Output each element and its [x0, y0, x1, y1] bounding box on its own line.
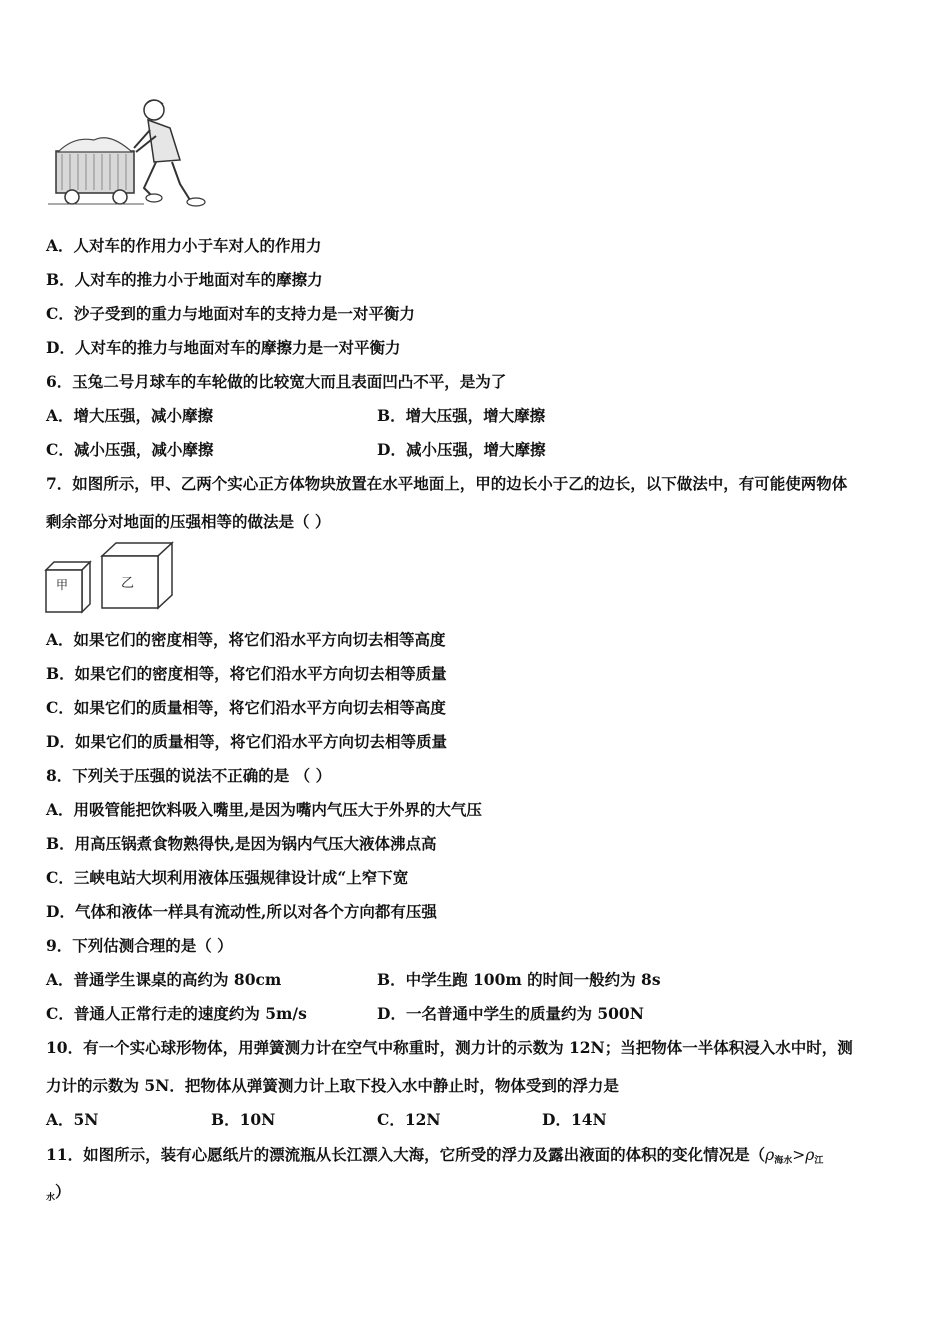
q9-stem: 9．下列估测合理的是（ ） [46, 936, 233, 955]
q7-stem-line2: 剩余部分对地面的压强相等的做法是（ ） [46, 512, 331, 531]
sub-seawater: 海水 [774, 1156, 793, 1166]
q9-option-d: D．一名普通中学生的质量约为 500N [377, 1004, 644, 1023]
q5-option-d: D．人对车的推力与地面对车的摩擦力是一对平衡力 [46, 338, 401, 357]
q6-stem: 6．玉兔二号月球车的车轮做的比较宽大而且表面凹凸不平，是为了 [46, 372, 507, 391]
rho-symbol: ρ [765, 1146, 775, 1164]
q7-option-c: C．如果它们的质量相等，将它们沿水平方向切去相等高度 [46, 698, 446, 717]
q11-stem-cont [46, 1182, 71, 1208]
boy-pushing-cart-figure [44, 96, 214, 212]
q7-stem-line1: 7．如图所示，甲、乙两个实心正方体物块放置在水平地面上，甲的边长小于乙的边长，以下做法中，有可能使两物体 [46, 474, 848, 493]
q5-option-a: A．人对车的作用力小于车对人的作用力 [46, 236, 322, 255]
q10-option-a: A．5N [46, 1110, 99, 1129]
q8-stem: 8．下列关于压强的说法不正确的是 （ ） [46, 766, 332, 785]
q11-stem [46, 1145, 823, 1171]
q5-option-b: B．人对车的推力小于地面对车的摩擦力 [46, 270, 323, 289]
q11-stem-text: 11．如图所示，装有心愿纸片的漂流瓶从长江漂入大海，它所受的浮力及露出液面的体积的变化情况是（ [46, 1145, 766, 1164]
sub-river-cont: 水 [46, 1193, 56, 1203]
q10-option-d: D．14N [542, 1110, 607, 1129]
q8-option-c: C．三峡电站大坝利用液体压强规律设计成“上窄下宽 [46, 868, 409, 887]
q8-option-d: D．气体和液体一样具有流动性,所以对各个方向都有压强 [46, 902, 437, 921]
q7-option-d: D．如果它们的质量相等，将它们沿水平方向切去相等质量 [46, 732, 447, 751]
q9-option-c: C．普通人正常行走的速度约为 5m/s [46, 1004, 307, 1023]
q10-stem-line2: 力计的示数为 5N．把物体从弹簧测力计上取下投入水中静止时，物体受到的浮力是 [46, 1076, 619, 1095]
q5-option-c: C．沙子受到的重力与地面对车的支持力是一对平衡力 [46, 304, 415, 323]
cube-label-jia: 甲 [56, 578, 69, 592]
q7-option-b: B．如果它们的密度相等，将它们沿水平方向切去相等质量 [46, 664, 447, 683]
two-cubes-figure [44, 540, 176, 614]
q6-option-a: A．增大压强，减小摩擦 [46, 406, 214, 425]
q8-option-a: A．用吸管能把饮料吸入嘴里,是因为嘴内气压大于外界的大气压 [46, 800, 482, 819]
q10-option-b: B．10N [211, 1110, 276, 1129]
q10-stem-line1: 10．有一个实心球形物体，用弹簧测力计在空气中称重时，测力计的示数为 12N；当把物体一半体积浸入水中时，测 [46, 1038, 853, 1057]
q8-option-b: B．用高压锅煮食物熟得快,是因为锅内气压大液体沸点高 [46, 834, 437, 853]
rho-symbol-2: ρ [805, 1146, 815, 1164]
q6-option-c: C．减小压强，减小摩擦 [46, 440, 214, 459]
q9-option-b: B．中学生跑 100m 的时间一般约为 8s [377, 970, 661, 989]
q10-option-c: C．12N [377, 1110, 441, 1129]
greater-than: > [792, 1146, 806, 1164]
sub-river: 江 [814, 1156, 824, 1166]
q6-option-d: D．减小压强，增大摩擦 [377, 440, 546, 459]
q7-option-a: A．如果它们的密度相等，将它们沿水平方向切去相等高度 [46, 630, 446, 649]
cube-label-yi: 乙 [121, 576, 135, 591]
q6-option-b: B．增大压强，增大摩擦 [377, 406, 546, 425]
q11-close-paren: ） [55, 1182, 71, 1201]
q9-option-a: A．普通学生课桌的高约为 80cm [46, 970, 282, 989]
